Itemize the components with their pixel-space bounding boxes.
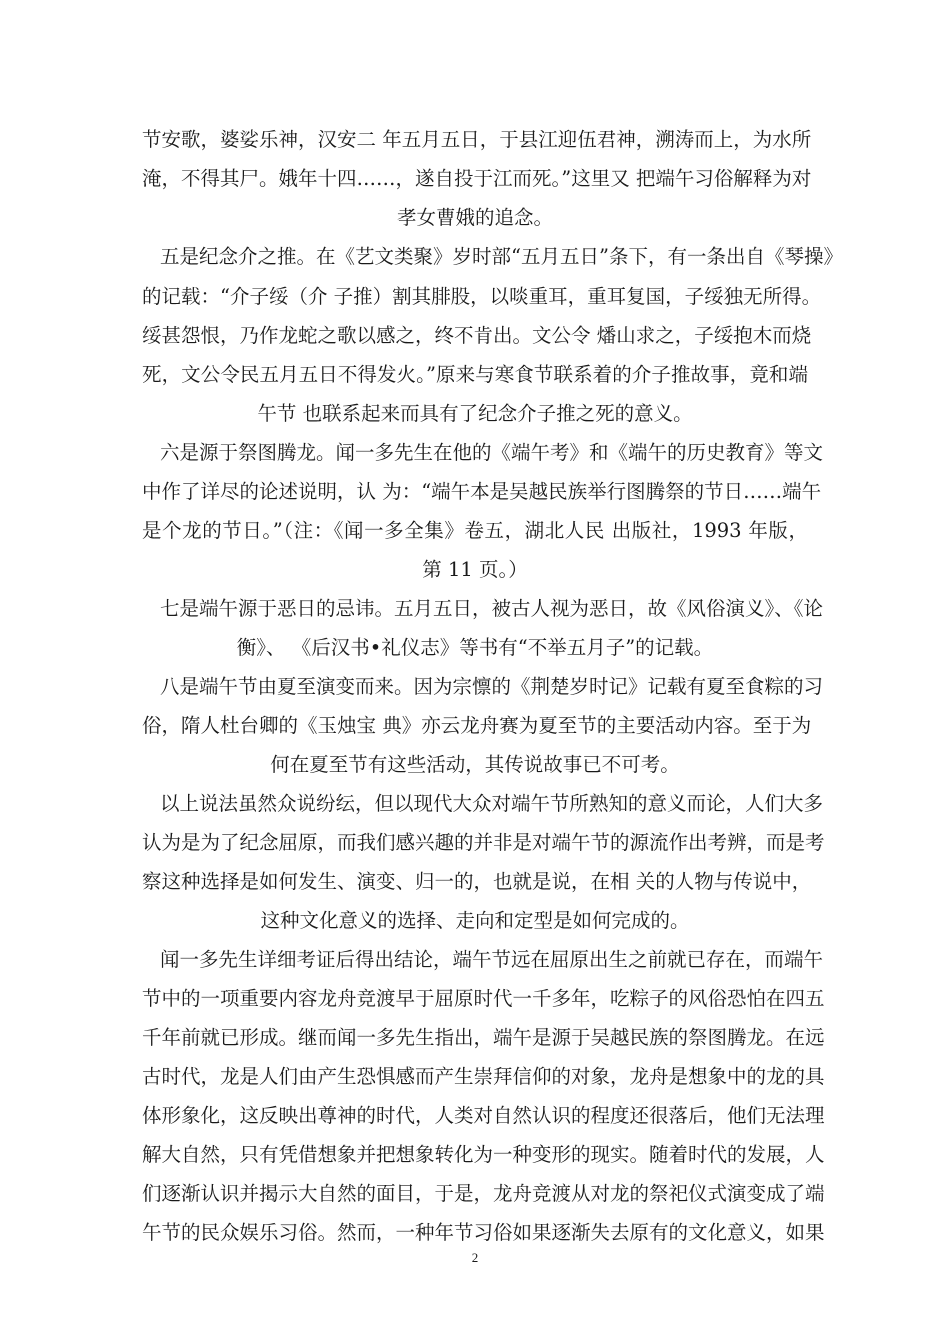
paragraph-first-line: 五是纪念介之推。在《艺文类聚》岁时部“五月五日”条下，有一条出自《琴操》 <box>160 245 843 268</box>
paragraph-first-line: 七是端午源于恶日的忌讳。五月五日，被古人视为恶日，故《风俗演义》、《论 <box>160 597 824 620</box>
body-text-line: 中作了详尽的论述说明，认 为：“端午本是吴越民族举行图腾祭的节日……端午 <box>142 480 822 503</box>
body-text-line: 节安歌，婆娑乐神，汉安二 年五月五日，于县江迎伍君神，溯涛而上，为水所 <box>142 128 812 151</box>
body-text-line: 的记载：“介子绥（介 子推）割其腓股，以啖重耳，重耳复国，子绥独无所得。 <box>142 285 822 308</box>
paragraph-first-line: 闻一多先生详细考证后得出结论，端午节远在屈原出生之前就已存在，而端午 <box>160 948 824 971</box>
body-text-line: 淹，不得其尸。娥年十四……，遂自投于江而死。”这里又 把端午习俗解释为对 <box>142 167 812 190</box>
page-number: 2 <box>471 1250 479 1265</box>
body-text-line: 体形象化，这反映出尊神的时代，人类对自然认识的程度还很落后，他们无法理 <box>142 1104 825 1127</box>
paragraph-first-line: 八是端午节由夏至演变而来。因为宗懔的《荆楚岁时记》记载有夏至食粽的习 <box>160 675 824 698</box>
paragraph-last-line: 衡》、 《后汉书•礼仪志》等书有“不举五月子”的记载。 <box>236 636 714 659</box>
paragraph-last-line: 何在夏至节有这些活动，其传说故事已不可考。 <box>270 753 680 776</box>
paragraph-first-line: 以上说法虽然众说纷纭，但以现代大众对端午节所熟知的意义而论，人们大多 <box>160 792 824 815</box>
paragraph-last-line: 第 11 页。） <box>422 558 528 581</box>
body-text-line: 节中的一项重要内容龙舟竞渡早于屈原时代一千多年，吃粽子的风俗恐怕在四五 <box>142 987 825 1010</box>
paragraph-last-line: 孝女曹娥的追念。 <box>396 206 553 229</box>
body-text-line: 古时代，龙是人们由产生恐惧感而产生崇拜信仰的对象，龙舟是想象中的龙的具 <box>142 1065 825 1088</box>
paragraph-first-line: 六是源于祭图腾龙。闻一多先生在他的《端午考》和《端午的历史教育》等文 <box>160 441 824 464</box>
body-text-line: 是个龙的节日。”（注：《闻一多全集》卷五，湖北人民 出版社，1993 年版， <box>142 519 808 542</box>
paragraph-last-line: 午节 也联系起来而具有了纪念介子推之死的意义。 <box>257 402 693 425</box>
body-text-line: 俗，隋人杜台卿的《玉烛宝 典》亦云龙舟赛为夏至节的主要活动内容。至于为 <box>142 714 812 737</box>
body-text-line: 察这种选择是如何发生、演变、归一的，也就是说，在相 关的人物与传说中， <box>142 870 812 893</box>
body-text-line: 午节的民众娱乐习俗。然而，一种年节习俗如果逐渐失去原有的文化意义，如果 <box>142 1221 825 1244</box>
paragraph-last-line: 这种文化意义的选择、走向和定型是如何完成的。 <box>260 909 690 932</box>
body-text-line: 认为是为了纪念屈原，而我们感兴趣的并非是对端午节的源流作出考辨，而是考 <box>142 831 825 854</box>
body-text-line: 绥甚怨恨，乃作龙蛇之歌以感之，终不肯出。文公令 燔山求之，子绥抱木而烧 <box>142 324 812 347</box>
body-text-line: 解大自然，只有凭借想象并把想象转化为一种变形的现实。随着时代的发展，人 <box>142 1143 825 1166</box>
body-text-line: 们逐渐认识并揭示大自然的面目，于是，龙舟竞渡从对龙的祭祀仪式演变成了端 <box>142 1182 825 1205</box>
body-text-line: 千年前就已形成。继而闻一多先生指出，端午是源于吴越民族的祭图腾龙。在远 <box>142 1026 825 1049</box>
body-text-line: 死，文公令民五月五日不得发火。”原来与寒食节联系着的介子推故事，竟和端 <box>142 363 808 386</box>
